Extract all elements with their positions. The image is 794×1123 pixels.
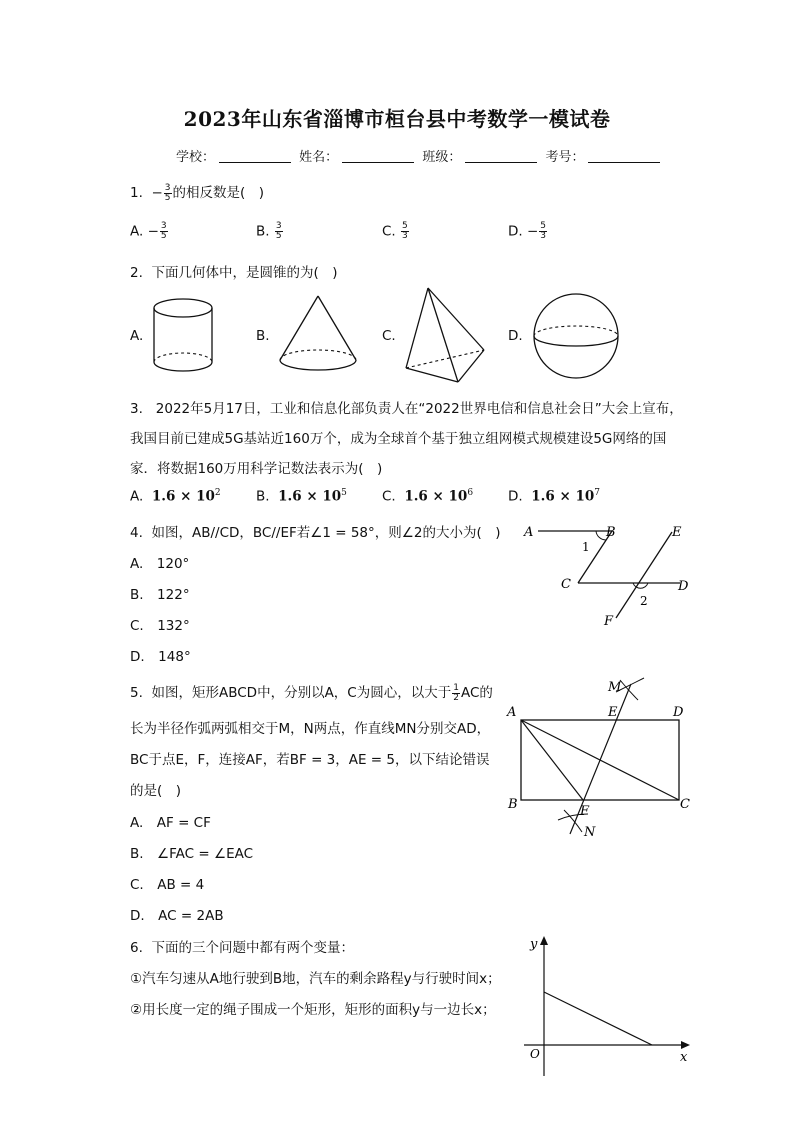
question-6-item-1: ①汽车匀速从A地行驶到B地，汽车的剩余路程y与行驶时间x； — [130, 971, 501, 987]
question-3-line-1: 3. 2022年5月17日，工业和信息化部负责人在“2022世界电信和信息社会日”大会上宣布， — [130, 401, 683, 417]
label-N: N — [584, 825, 596, 840]
question-6-item-2: ②用长度一定的绳子围成一个矩形，矩形的面积y与一边长x； — [130, 1002, 496, 1018]
label-F: F — [604, 614, 614, 629]
exam-no-label: 考号： — [545, 150, 585, 165]
label-E: E — [608, 705, 618, 720]
option-c[interactable]: C. $1.6 \times 10^6$ — [382, 488, 474, 505]
rectangle-construction-figure — [504, 674, 700, 844]
option-d[interactable]: D. — [508, 328, 523, 344]
option-a[interactable]: A. 120° — [130, 556, 190, 572]
option-a[interactable]: A. AF = CF — [130, 815, 211, 831]
label-angle-2: 2 — [640, 594, 648, 608]
label-A: A — [524, 525, 534, 540]
school-blank[interactable] — [219, 149, 291, 163]
option-d[interactable]: D. − $\frac{5}{3}$ — [508, 221, 547, 241]
option-d[interactable]: D. 148° — [130, 649, 191, 665]
question-4-stem: 4. 如图，AB//CD，BC//EF若∠1 = 58°，则∠2的大小为( ) — [130, 525, 501, 541]
option-c[interactable]: C. $\frac{5}{3}$ — [382, 221, 408, 241]
option-a[interactable]: A. — [130, 328, 144, 344]
option-d[interactable]: D. AC = 2AB — [130, 908, 224, 924]
label-M: M — [608, 680, 622, 695]
fraction: $\frac{3}{5}$ — [164, 182, 171, 203]
question-2-stem: 2. 下面几何体中，是圆锥的为( ) — [130, 265, 338, 281]
cylinder-figure — [148, 296, 220, 378]
question-1-stem: 1. − $\frac{3}{5}$ 的相反数是( ) — [130, 182, 265, 203]
cone-figure — [276, 292, 360, 376]
option-a[interactable]: A. − $\frac{3}{5}$ — [130, 221, 167, 241]
label-F: F — [580, 804, 590, 819]
question-6-stem: 6. 下面的三个问题中都有两个变量： — [130, 940, 354, 956]
parallel-lines-figure — [520, 518, 700, 630]
line-graph-figure — [518, 932, 696, 1082]
question-5-line-2: 长为半径作弧两弧相交于M，N两点，作直线MN分别交AD， — [130, 721, 491, 737]
question-3-line-3: 家．将数据160万用科学记数法表示为( ) — [130, 461, 383, 477]
x-axis-label: x — [680, 1050, 688, 1065]
label-B: B — [606, 525, 616, 540]
question-text: 的相反数是( ) — [172, 185, 265, 201]
label-C: C — [680, 797, 690, 812]
student-info-line — [176, 146, 664, 165]
question-5-line-4: 的是( ) — [130, 783, 182, 799]
page-title: 2023年山东省淄博市桓台县中考数学一模试卷 — [183, 107, 611, 131]
y-axis-label: y — [530, 937, 538, 952]
pyramid-figure — [400, 284, 490, 384]
label-D: D — [673, 705, 684, 720]
label-C: C — [561, 577, 571, 592]
class-label: 班级： — [422, 150, 462, 165]
label-D: D — [678, 579, 689, 594]
label-A: A — [507, 705, 517, 720]
question-5-line-3: BC于点E，F，连接AF，若BF = 3，AE = 5，以下结论错误 — [130, 752, 490, 768]
option-b[interactable]: B. — [256, 328, 270, 344]
name-label: 姓名： — [299, 150, 339, 165]
origin-label: O — [530, 1047, 540, 1061]
option-b[interactable]: B. $1.6 \times 10^5$ — [256, 488, 347, 505]
name-blank[interactable] — [342, 149, 414, 163]
question-5-line-1: 5. 如图，矩形ABCD中，分别以A，C为圆心，以大于 $\frac{1}{2}$ AC的 — [130, 682, 493, 703]
label-B: B — [508, 797, 518, 812]
option-d[interactable]: D. $1.6 \times 10^7$ — [508, 488, 601, 505]
school-label: 学校： — [176, 150, 216, 165]
question-number: 1. — [130, 185, 143, 201]
option-b[interactable]: B. ∠FAC = ∠EAC — [130, 846, 254, 862]
option-c[interactable]: C. — [382, 328, 396, 344]
option-c[interactable]: C. AB = 4 — [130, 877, 205, 893]
option-c[interactable]: C. 132° — [130, 618, 190, 634]
sphere-figure — [530, 292, 622, 380]
exam-no-blank[interactable] — [588, 149, 660, 163]
class-blank[interactable] — [465, 149, 537, 163]
label-E: E — [672, 525, 682, 540]
option-b[interactable]: B. $\frac{3}{5}$ — [256, 221, 282, 241]
question-3-line-2: 我国目前已建成5G基站近160万个，成为全球首个基于独立组网模式规模建设5G网络的国 — [130, 431, 667, 447]
option-b[interactable]: B. 122° — [130, 587, 190, 603]
option-a[interactable]: A. $1.6 \times 10^2$ — [130, 488, 221, 505]
label-angle-1: 1 — [582, 540, 590, 554]
